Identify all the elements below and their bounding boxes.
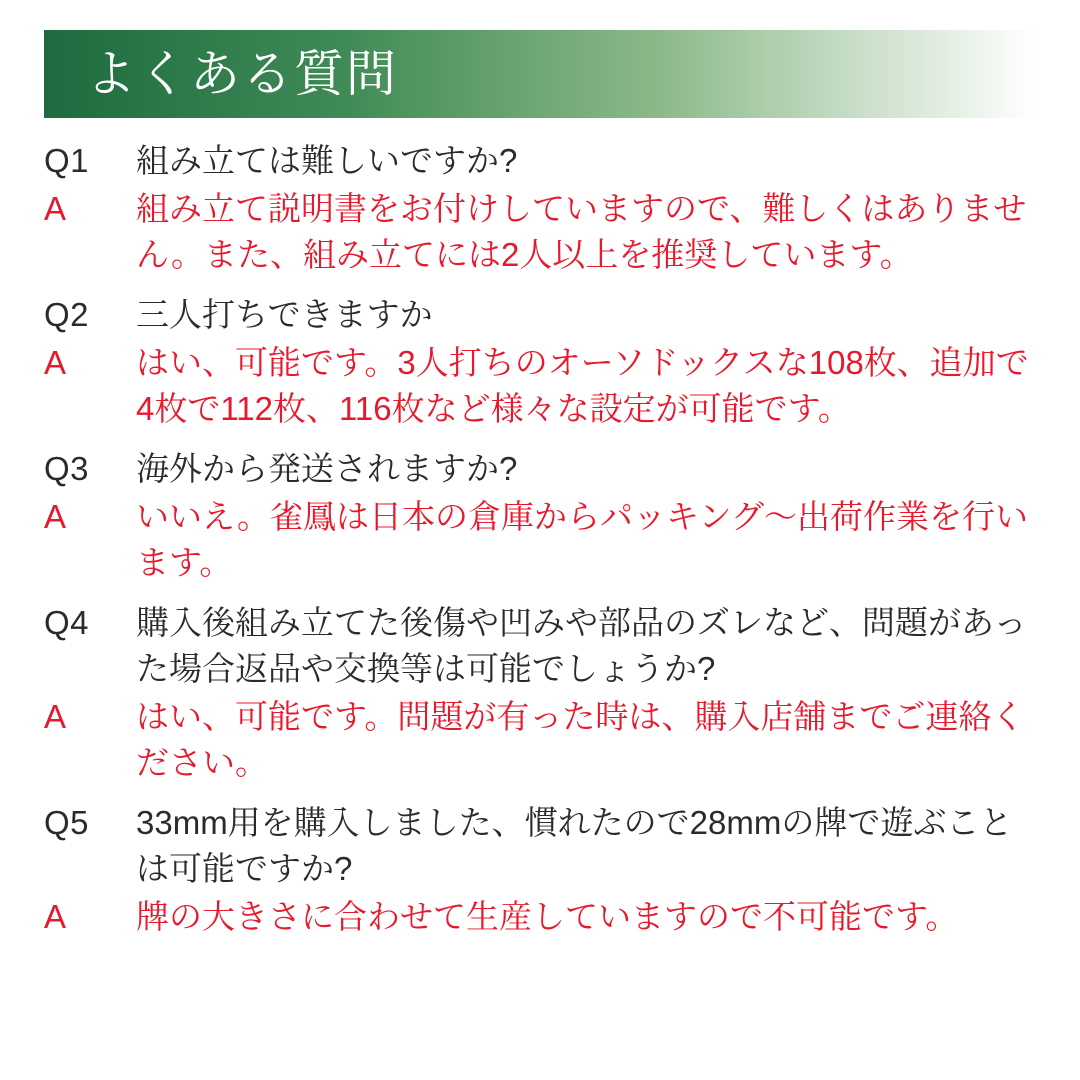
faq-item <box>44 292 1044 432</box>
faq-answer-row <box>44 494 1044 586</box>
question-text: 三人打ちできますか <box>136 296 433 333</box>
faq-question-row <box>44 446 1044 492</box>
question-label: Q1 <box>44 142 90 179</box>
faq-question-row <box>44 800 1044 892</box>
answer-label: A <box>44 344 67 381</box>
answer-text: はい、可能です。3人打ちのオーソドックスな108枚、追加で4枚で112枚、116枚など様々な設定が可能です。 <box>136 344 1029 427</box>
question-label: Q4 <box>44 604 90 641</box>
page-title: よくある質問 <box>86 46 398 102</box>
question-text: 33mm用を購入しました、慣れたので28mmの牌で遊ぶことは可能ですか? <box>136 804 1013 887</box>
question-text: 組み立ては難しいですか? <box>136 142 518 179</box>
faq-answer-row <box>44 340 1044 432</box>
faq-item <box>44 138 1044 278</box>
faq-list <box>44 138 1044 954</box>
faq-question-row <box>44 600 1044 692</box>
answer-label: A <box>44 498 67 535</box>
answer-label: A <box>44 898 67 935</box>
question-text: 購入後組み立てた後傷や凹みや部品のズレなど、問題があった場合返品や交換等は可能でしょうか? <box>136 604 1027 687</box>
faq-question-row <box>44 292 1044 338</box>
question-text: 海外から発送されますか? <box>136 450 518 487</box>
question-label: Q5 <box>44 804 90 841</box>
faq-item <box>44 600 1044 786</box>
faq-answer-row <box>44 694 1044 786</box>
answer-label: A <box>44 698 67 735</box>
faq-header-banner <box>44 30 1036 118</box>
question-label: Q3 <box>44 450 90 487</box>
faq-item <box>44 800 1044 940</box>
faq-answer-row <box>44 186 1044 278</box>
answer-text: 牌の大きさに合わせて生産していますので不可能です。 <box>136 898 959 935</box>
faq-answer-row <box>44 894 1044 940</box>
answer-text: はい、可能です。問題が有った時は、購入店舗までご連絡ください。 <box>136 698 1025 781</box>
answer-text: いいえ。雀鳳は日本の倉庫からパッキング〜出荷作業を行います。 <box>136 498 1028 581</box>
answer-label: A <box>44 190 67 227</box>
faq-item <box>44 446 1044 586</box>
faq-question-row <box>44 138 1044 184</box>
answer-text: 組み立て説明書をお付けしていますので、難しくはありません。また、組み立てには2人以上を推奨しています。 <box>136 190 1027 273</box>
question-label: Q2 <box>44 296 90 333</box>
